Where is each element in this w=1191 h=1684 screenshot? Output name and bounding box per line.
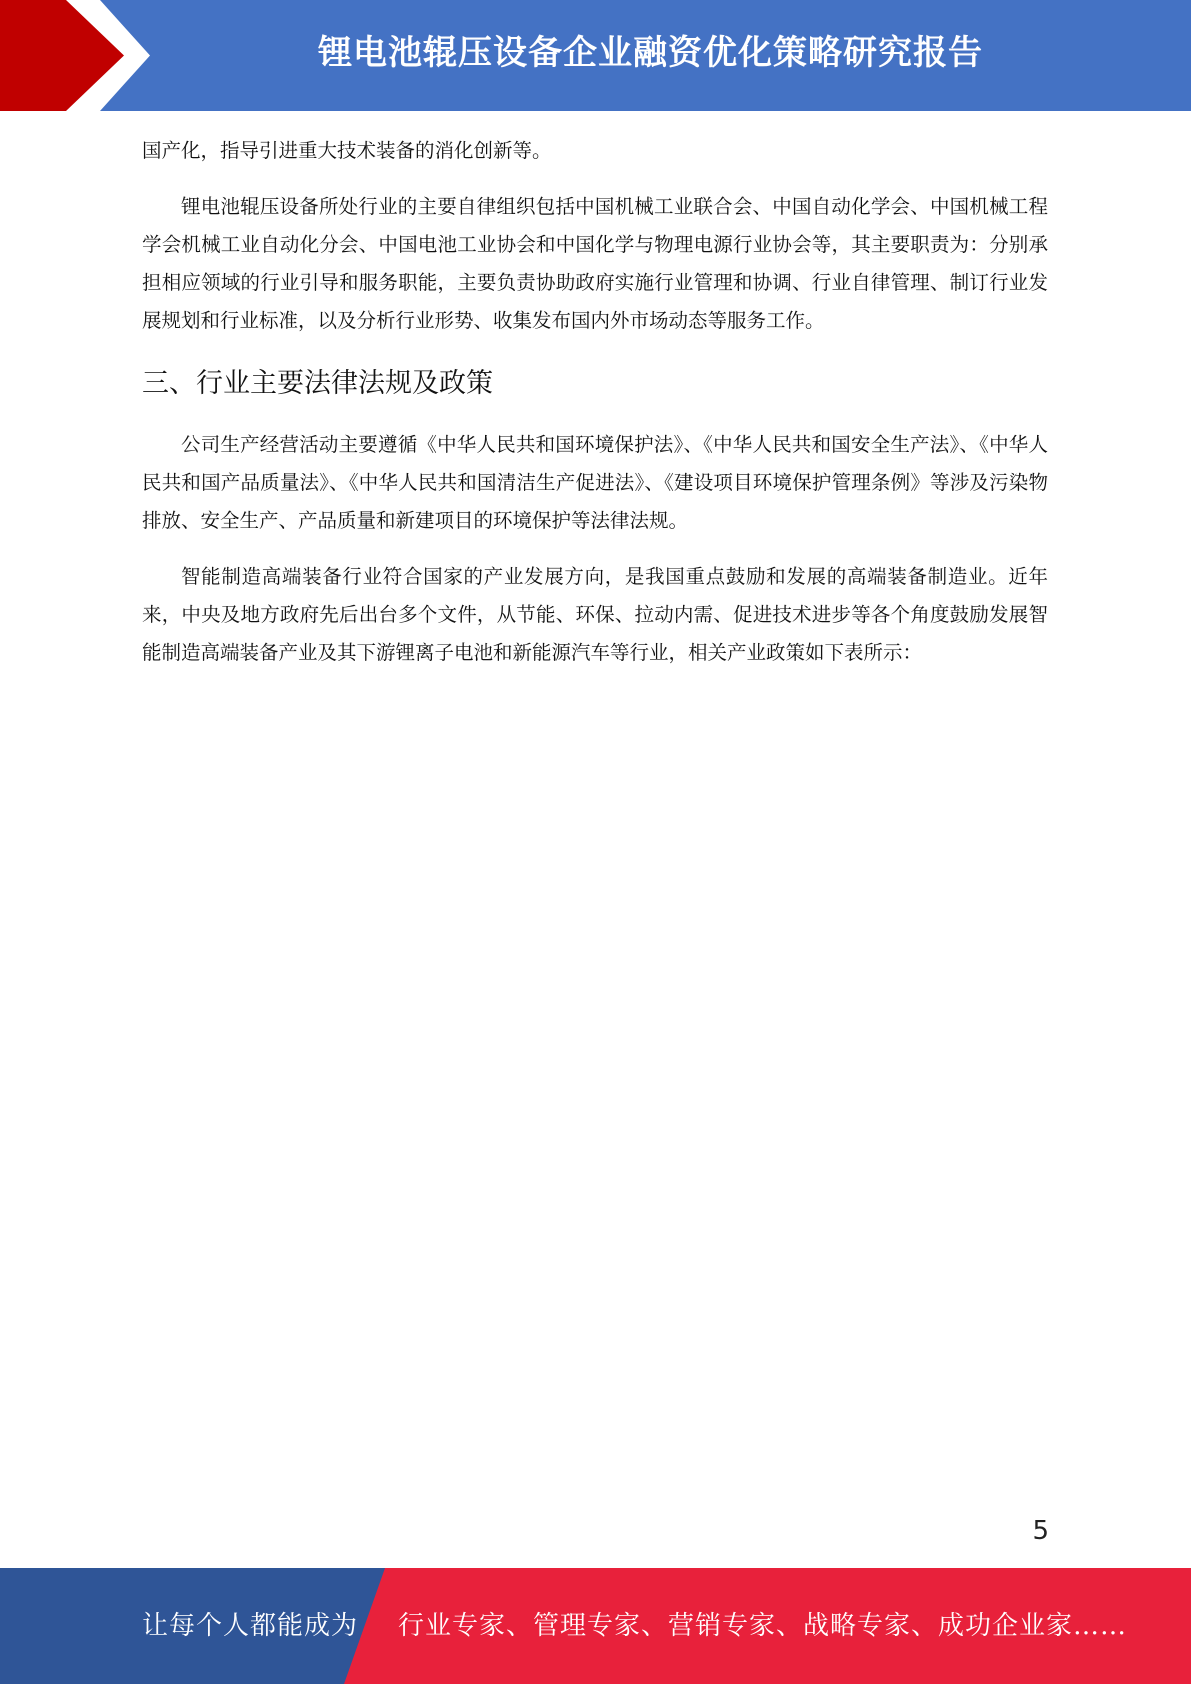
footer-slogan-left: 让每个人都能成为 xyxy=(142,1611,359,1641)
footer-slogan-right: 行业专家、管理专家、营销专家、战略专家、成功企业家…… xyxy=(398,1611,1128,1641)
page-number: 5 xyxy=(1032,1516,1049,1546)
page-footer xyxy=(0,1568,1191,1684)
section-heading: 三、行业主要法律法规及政策 xyxy=(142,368,493,399)
report-title: 锂电池辊压设备企业融资优化策略研究报告 xyxy=(318,33,983,73)
header-arrow-decoration xyxy=(0,0,160,111)
paragraph-laws: 公司生产经营活动主要遵循《中华人民共和国环境保护法》、《中华人民共和国安全生产法》、《中华人民共和国产品质量法》、《中华人民共和国清洁生产促进法》、《建设项目环境保护管理条例》等涉及污染物排放、安全生产、产品质量和新建项目的环境保护等法律法规。 xyxy=(142,433,1048,532)
document-body xyxy=(142,132,1048,690)
paragraph-self-regulatory-orgs: 锂电池辊压设备所处行业的主要自律组织包括中国机械工业联合会、中国自动化学会、中国机械工程学会机械工业自动化分会、中国电池工业协会和中国化学与物理电源行业协会等，其主要职责为：分别承担相应领域的行业引导和服务职能，主要负责协助政府实施行业管理和协调、行业自律管理、制订行业发展规划和行业标准，以及分析行业形势、收集发布国内外市场动态等服务工作。 xyxy=(142,195,1048,332)
paragraph-continuation: 国产化，指导引进重大技术装备的消化创新等。 xyxy=(142,139,552,162)
paragraph-policies: 智能制造高端装备行业符合国家的产业发展方向，是我国重点鼓励和发展的高端装备制造业。近年来，中央及地方政府先后出台多个文件，从节能、环保、拉动内需、促进技术进步等各个角度鼓励发展智能制造高端装备产业及其下游锂离子电池和新能源汽车等行业，相关产业政策如下表所示： xyxy=(142,565,1048,664)
page-header xyxy=(0,0,1191,111)
